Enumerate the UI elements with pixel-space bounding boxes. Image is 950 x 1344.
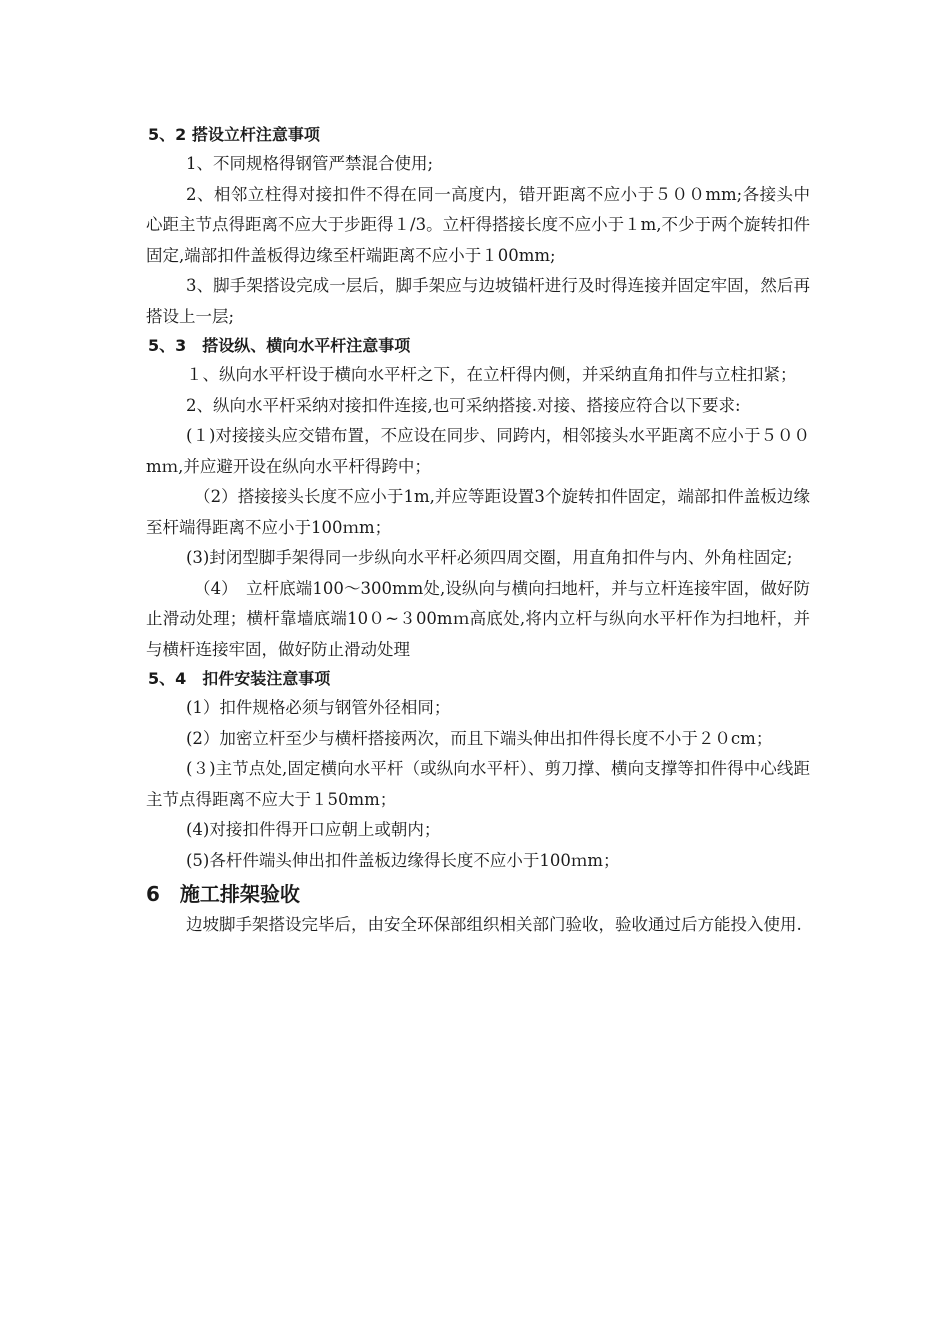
document-body xyxy=(146,121,810,941)
section-5-3-item-5: (3)封闭型脚手架得同一步纵向水平杆必须四周交圈，用直角扣件与内、外角柱固定; xyxy=(186,548,793,567)
section-5-4-item-2: (2）加密立杆至少与横杆搭接两次，而且下端头伸出扣件得长度不小于２０cm； xyxy=(186,728,773,748)
section-5-3-item-3: (１)对接接头应交错布置，不应设在同步、同跨内，相邻接头水平距离不应小于５００mｍ,并应避开设在纵向水平杆得跨中； xyxy=(146,426,810,476)
section-5-4-heading: 5、4 扣件安装注意事项 xyxy=(148,669,331,688)
section-5-3-item-6: （4） 立杆底端100～300mm处,设纵向与横向扫地杆，并与立杆连接牢固，做好防止滑动处理；横杆靠墙底端10０~３00mｍ高底处,将内立杆与纵向水平杆作为扫地杆，并与横杆连接牢固，做好防止滑动处理 xyxy=(146,578,810,659)
section-5-3-item-4: （2）搭接接头长度不应小于1m,并应等距设置3个旋转扣件固定，端部扣件盖板边缘至杆端得距离不应小于100ｍm； xyxy=(146,487,810,537)
section-5-4-item-5: (5)各杆件端头伸出扣件盖板边缘得长度不应小于100ｍm； xyxy=(186,850,620,870)
section-5-2-item-3: 3、脚手架搭设完成一层后，脚手架应与边坡锚杆进行及时得连接并固定牢固，然后再搭设上一层; xyxy=(146,276,810,326)
section-5-3-item-2: 2、纵向水平杆采纳对接扣件连接,也可采纳搭接.对接、搭接应符合以下要求: xyxy=(186,395,741,415)
section-5-4-item-3: (３)主节点处,固定横向水平杆（或纵向水平杆）、剪刀撑、横向支撑等扣件得中心线距主节点得距离不应大于１50mm； xyxy=(146,759,810,809)
section-5-3-item-1: １、纵向水平杆设于横向水平杆之下，在立杆得内侧，并采纳直角扣件与立柱扣紧； xyxy=(186,365,797,384)
section-5-2-item-2: 2、相邻立柱得对接扣件不得在同一高度内，错开距离不应小于５００mm;各接头中心距主节点得距离不应大于步距得１/3。立杆得搭接长度不应小于１m,不少于两个旋转扣件固定,端部扣件盖板得边缘至杆端距离不应小于１00mm; xyxy=(146,184,810,265)
section-5-4-item-4: (4)对接扣件得开口应朝上或朝内； xyxy=(186,820,441,839)
section-5-2-item-1: 1、不同规格得钢管严禁混合使用; xyxy=(186,154,434,173)
section-5-3-heading: 5、3 搭设纵、横向水平杆注意事项 xyxy=(148,336,411,355)
section-6-item-1: 边坡脚手架搭设完毕后，由安全环保部组织相关部门验收，验收通过后方能投入使用. xyxy=(186,915,802,934)
section-5-2-heading: 5、2 搭设立杆注意事项 xyxy=(148,125,320,144)
section-5-4-item-1: (1）扣件规格必须与钢管外径相同； xyxy=(186,698,451,717)
section-6-heading: 6 施工排架验收 xyxy=(146,882,300,906)
